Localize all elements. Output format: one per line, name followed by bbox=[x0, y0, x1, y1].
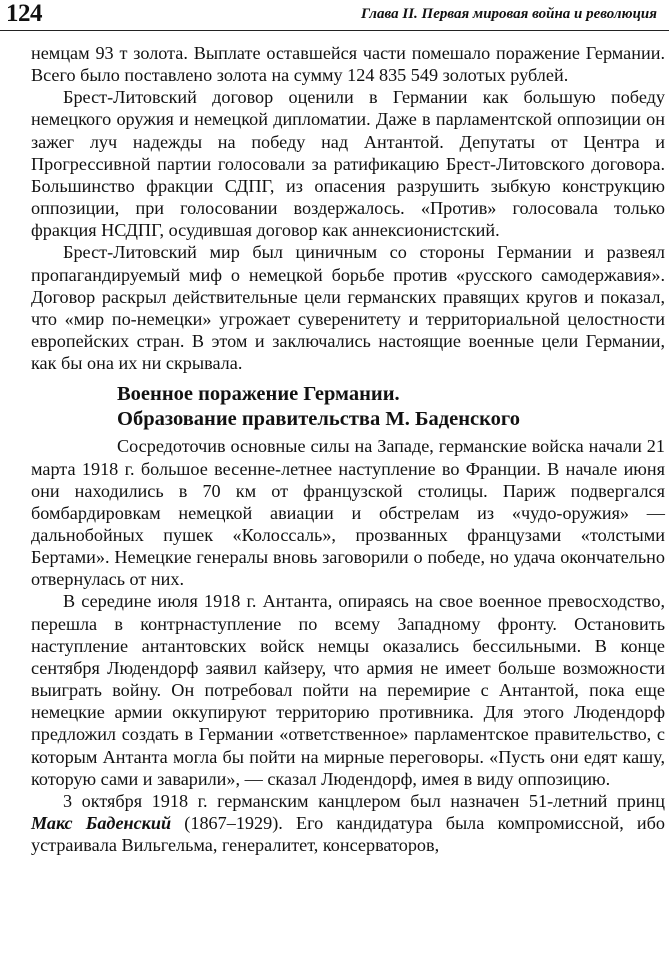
paragraph: немцам 93 т золота. Выплате оставшейся части помешало поражение Германии. Всего было поставлено золота на сумму 124 835 549 золотых рублей. bbox=[31, 43, 665, 86]
running-head: Глава II. Первая мировая война и революция bbox=[361, 6, 657, 22]
paragraph-text: 3 октября 1918 г. германским канцлером был назначен 51-летний принц bbox=[63, 790, 665, 811]
paragraph-last bbox=[31, 790, 665, 856]
paragraph: В середине июля 1918 г. Антанта, опираясь на свое военное превосходство, перешла в контрнаступление по всему Западному фронту. Остановить наступление антантовских войск немцы оказались бессильными. В конце сентября Людендорф заявил кайзеру, что армия не имеет больше возможности выиграть войну. Он потребовал пойти на перемирие с Антантой, пока еще немецкие армии оккупируют территорию противника. Для этого Людендорф предложил создать в Германии «ответственное» парламентское правительство, с которым Антанта могла бы пойти на мирные переговоры. «Пусть они едят кашу, которую сами и заварили», — сказал Людендорф, имея в виду оппозицию. bbox=[31, 591, 665, 789]
person-name-emphasis: Макс Баденский bbox=[31, 813, 172, 833]
paragraph: Брест-Литовский мир был циничным со стороны Германии и развеял пропагандируемый миф о немецкой борьбе против «русского самодержавия». Договор раскрыл действительные цели германских правящих кругов и показал, что «мир по-немецки» угрожает суверенитету и территориальной целостности европейских стран. В этом и заключались настоящие военные цели Германии, как бы она их ни скрывала. bbox=[31, 242, 665, 374]
page-header bbox=[0, 0, 669, 31]
section-heading-line-1: Военное поражение Германии. bbox=[117, 383, 400, 406]
paragraph-text: (1867–1929). Его кандидатура была компромиссной, ибо устраивала Вильгельма, генералитет, консерваторов, bbox=[31, 813, 665, 856]
body-text bbox=[31, 42, 665, 856]
paragraph: Сосредоточив основные силы на Западе, германские войска начали 21 марта 1918 г. большое весенне-летнее наступление во Франции. В начале июня они находились в 70 км от французской столицы. Париж подвергался бомбардировкам немецкой авиации и обстрелам из «чудо-оружия» — дальнобойных пушек «Колоссаль», прозванных французами «толстыми Бертами». Немецкие генералы вновь заговорили о победе, но удача окончательно отвернулась от них. bbox=[31, 436, 665, 590]
section-heading-line-2: Образование правительства М. Баденского bbox=[117, 408, 520, 431]
page-number: 124 bbox=[6, 0, 42, 27]
paragraph: Брест-Литовский договор оценили в Германии как большую победу немецкого оружия и немецкой дипломатии. Даже в парламентской оппозиции он зажег луч надежды на победу над Антантой. Депутаты от Центра и Прогрессивной партии голосовали за ратификацию Брест-Литовского договора. Большинство фракции СДПГ, из опасения разрушить зыбкую конструкцию оппозиции, при голосовании воздержалось. «Против» голосовала только фракция НСДПГ, осудившая договор как аннексионистский. bbox=[31, 87, 665, 241]
section-heading bbox=[31, 382, 665, 432]
